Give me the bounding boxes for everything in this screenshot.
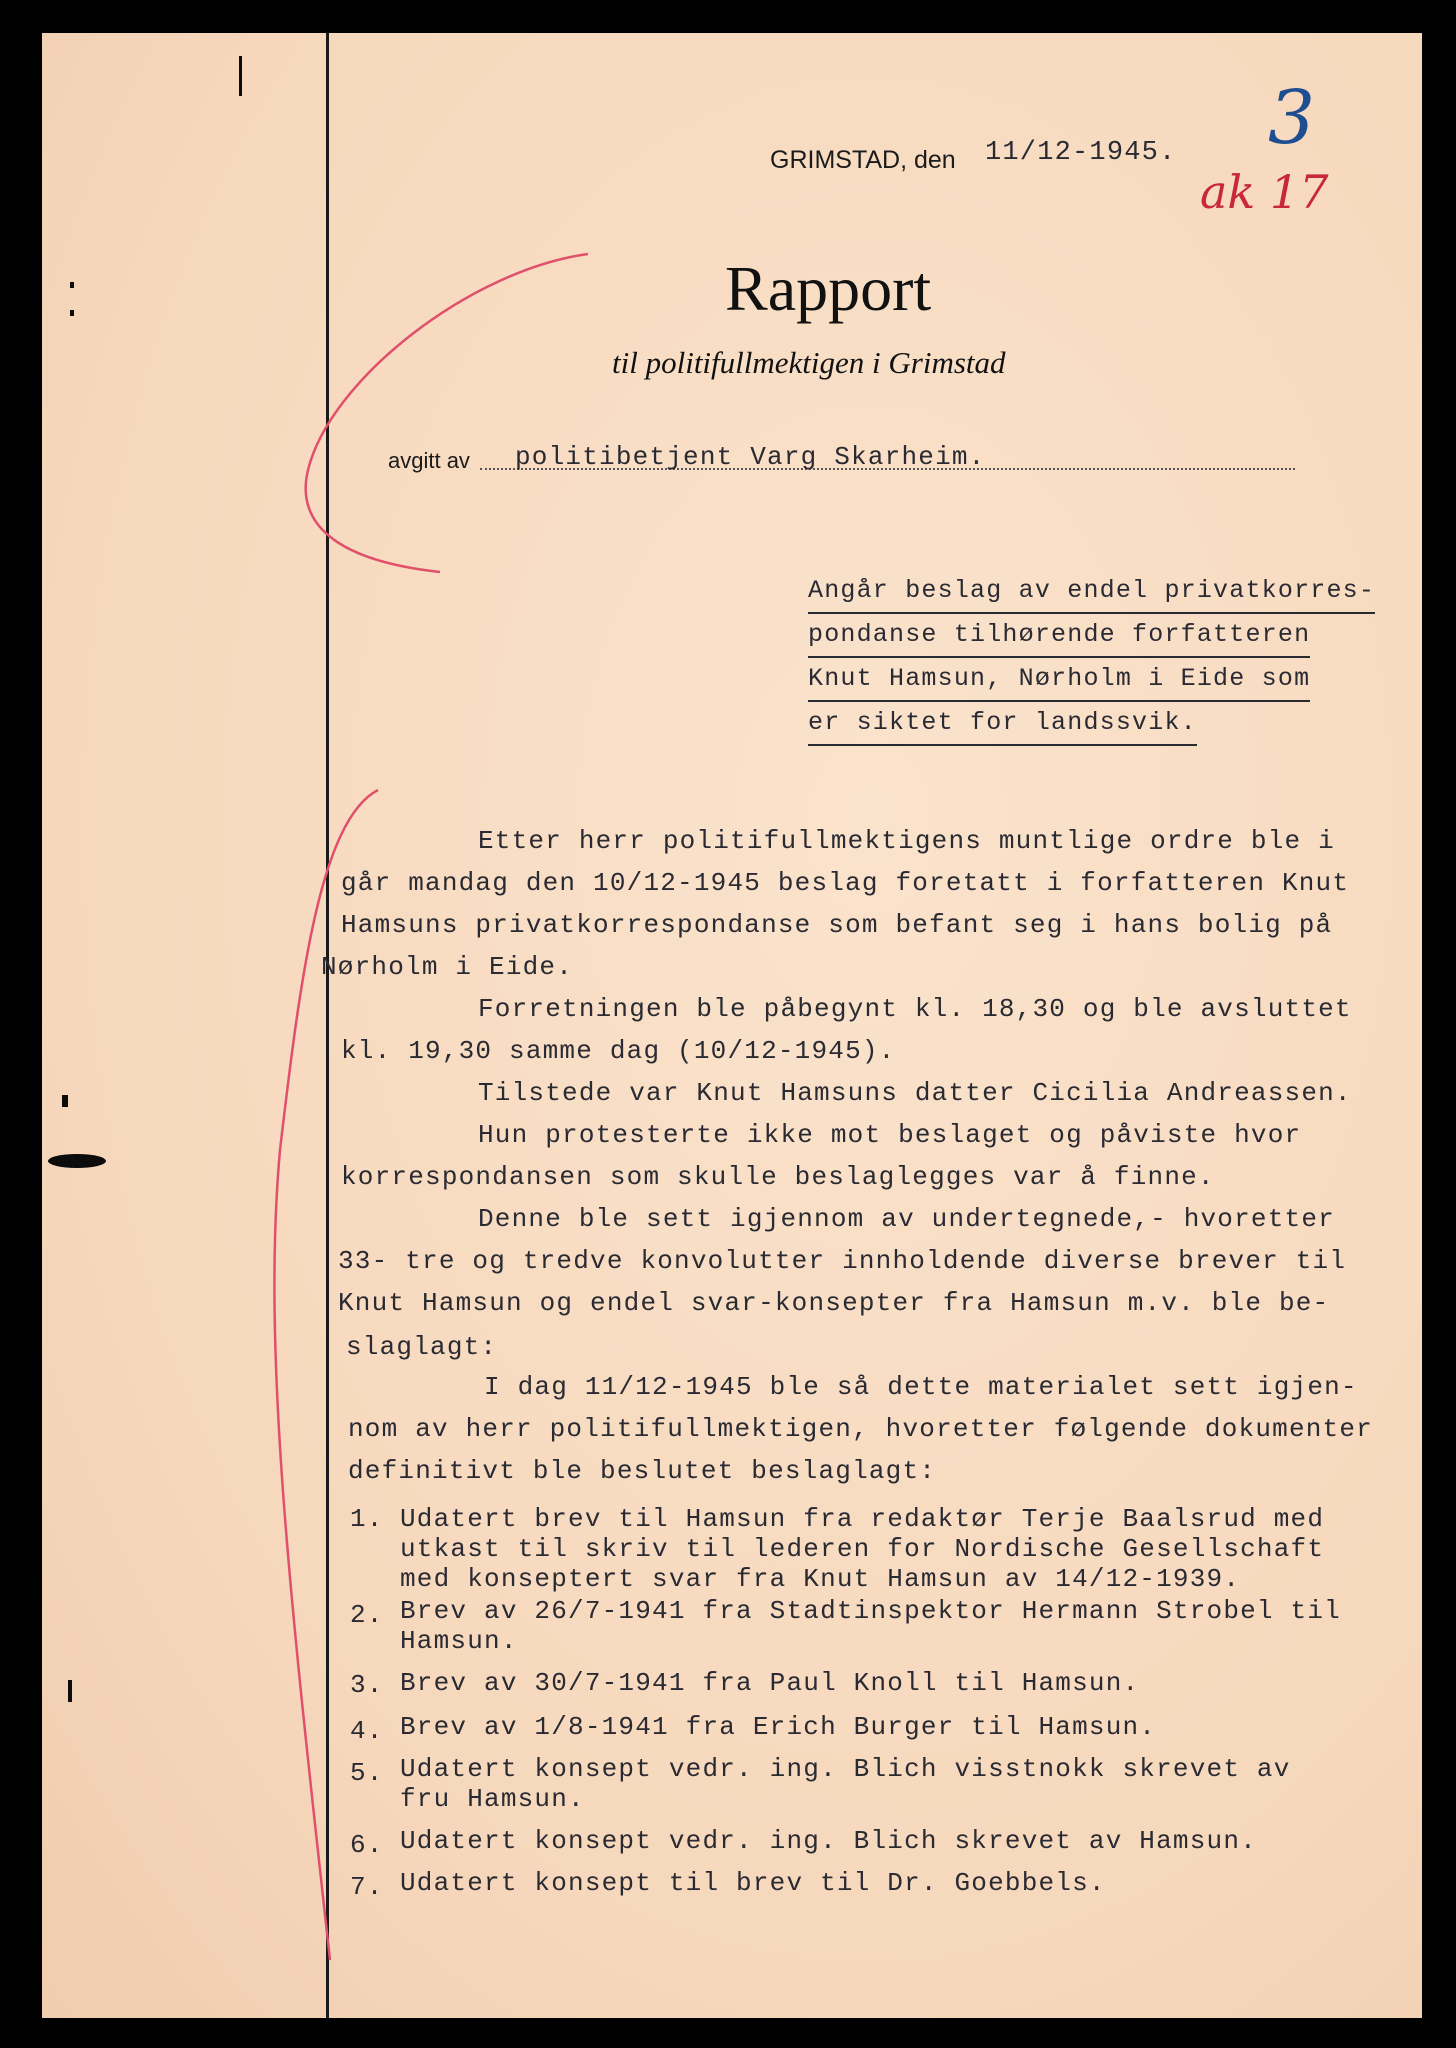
list-item-text <box>400 1712 1156 1742</box>
body-line: går mandag den 10/12-1945 beslag foretatt i forfatteren Knut <box>341 868 1350 898</box>
list-item-line: Hamsun. <box>400 1626 518 1656</box>
place-label: GRIMSTAD, den <box>770 146 956 174</box>
body-line: 33- tre og tredve konvolutter innholdende diverse brever til <box>338 1246 1347 1276</box>
body-line: korrespondansen som skulle beslaglegges var å finne. <box>341 1162 1215 1192</box>
subject-line: pondanse tilhørende forfatteren <box>808 614 1310 658</box>
list-item-line: fru Hamsun. <box>400 1784 585 1814</box>
list-item-text <box>400 1868 1106 1898</box>
list-item-line: Udatert konsept vedr. ing. Blich skrevet av Hamsun. <box>400 1826 1257 1856</box>
list-item-line: Brev av 30/7-1941 fra Paul Knoll til Hamsun. <box>400 1668 1140 1698</box>
body-line: slaglagt: <box>346 1332 498 1362</box>
list-item-line: utkast til skriv til lederen for Nordische Gesellschaft <box>400 1534 1325 1564</box>
punch-hole-mark <box>48 1154 106 1168</box>
list-item-text <box>400 1596 1341 1656</box>
body-line: I dag 11/12-1945 ble så dette materialet sett igjen- <box>484 1372 1358 1402</box>
list-item-line: Udatert konsept vedr. ing. Blich visstnokk skrevet av <box>400 1754 1291 1784</box>
list-item-line: Udatert konsept til brev til Dr. Goebbels. <box>400 1868 1106 1898</box>
list-number: 3. <box>350 1670 384 1700</box>
body-line: Knut Hamsun og endel svar-konsepter fra Hamsun m.v. ble be- <box>338 1288 1330 1318</box>
body-line: nom av herr politifullmektigen, hvoretter følgende dokumenter <box>348 1414 1373 1444</box>
body-line: Nørholm i Eide. <box>321 952 574 982</box>
list-item <box>350 1830 384 1860</box>
list-item <box>350 1600 384 1630</box>
subject-block <box>808 570 1375 746</box>
list-number: 7. <box>350 1872 384 1902</box>
avgitt-value: politibetjent Varg Skarheim. <box>515 442 986 472</box>
body-line: Denne ble sett igjennom av undertegnede,- hvoretter <box>478 1204 1335 1234</box>
subject-line: er siktet for landssvik. <box>808 702 1197 746</box>
list-item-line: med konseptert svar fra Knut Hamsun av 14/12-1939. <box>400 1564 1241 1594</box>
edge-mark-left-1 <box>70 282 74 288</box>
list-number: 4. <box>350 1716 384 1746</box>
red-arc-upper <box>306 254 588 572</box>
list-item-line: Udatert brev til Hamsun fra redaktør Terje Baalsrud med <box>400 1504 1325 1534</box>
body-line: Etter herr politifullmektigens muntlige ordre ble i <box>478 826 1335 856</box>
report-date: 11/12-1945. <box>985 138 1177 168</box>
list-number: 5. <box>350 1758 384 1788</box>
list-item-text <box>400 1504 1324 1594</box>
page-title: Rapport <box>725 253 932 324</box>
list-item-text <box>400 1826 1257 1856</box>
page-subtitle: til politifullmektigen i Grimstad <box>612 345 1006 380</box>
list-item <box>350 1670 384 1700</box>
edge-mark-left-2 <box>70 310 74 316</box>
page-number-handwritten: 3 <box>1268 75 1316 161</box>
list-item <box>350 1872 384 1902</box>
body-line: Tilstede var Knut Hamsuns datter Cicilia Andreassen. <box>478 1078 1352 1108</box>
list-item <box>350 1504 384 1534</box>
edge-mark-left-4 <box>68 1680 72 1702</box>
list-item-line: Brev av 1/8-1941 fra Erich Burger til Hamsun. <box>400 1712 1157 1742</box>
body-line: Forretningen ble påbegynt kl. 18,30 og ble avsluttet <box>478 994 1352 1024</box>
body-line: Hamsuns privatkorrespondanse som befant seg i hans bolig på <box>341 910 1333 940</box>
edge-mark-left-3 <box>62 1095 68 1107</box>
avgitt-label: avgitt av <box>388 448 470 473</box>
list-item <box>350 1758 384 1788</box>
list-item <box>350 1716 384 1746</box>
list-number: 2. <box>350 1600 384 1630</box>
subject-line: Angår beslag av endel privatkorres- <box>808 570 1375 614</box>
red-annotation-handwritten: ak 17 <box>1200 165 1329 219</box>
subject-line: Knut Hamsun, Nørholm i Eide som <box>808 658 1310 702</box>
body-line: Hun protesterte ikke mot beslaget og påviste hvor <box>478 1120 1302 1150</box>
edge-mark-top <box>239 56 242 96</box>
body-line: definitivt ble beslutet beslaglagt: <box>348 1456 937 1486</box>
list-item-text <box>400 1754 1291 1814</box>
list-number: 6. <box>350 1830 384 1860</box>
list-number: 1. <box>350 1504 384 1534</box>
list-item-text <box>400 1668 1139 1698</box>
body-line: kl. 19,30 samme dag (10/12-1945). <box>341 1036 896 1066</box>
list-item-line: Brev av 26/7-1941 fra Stadtinspektor Hermann Strobel til <box>400 1596 1341 1626</box>
